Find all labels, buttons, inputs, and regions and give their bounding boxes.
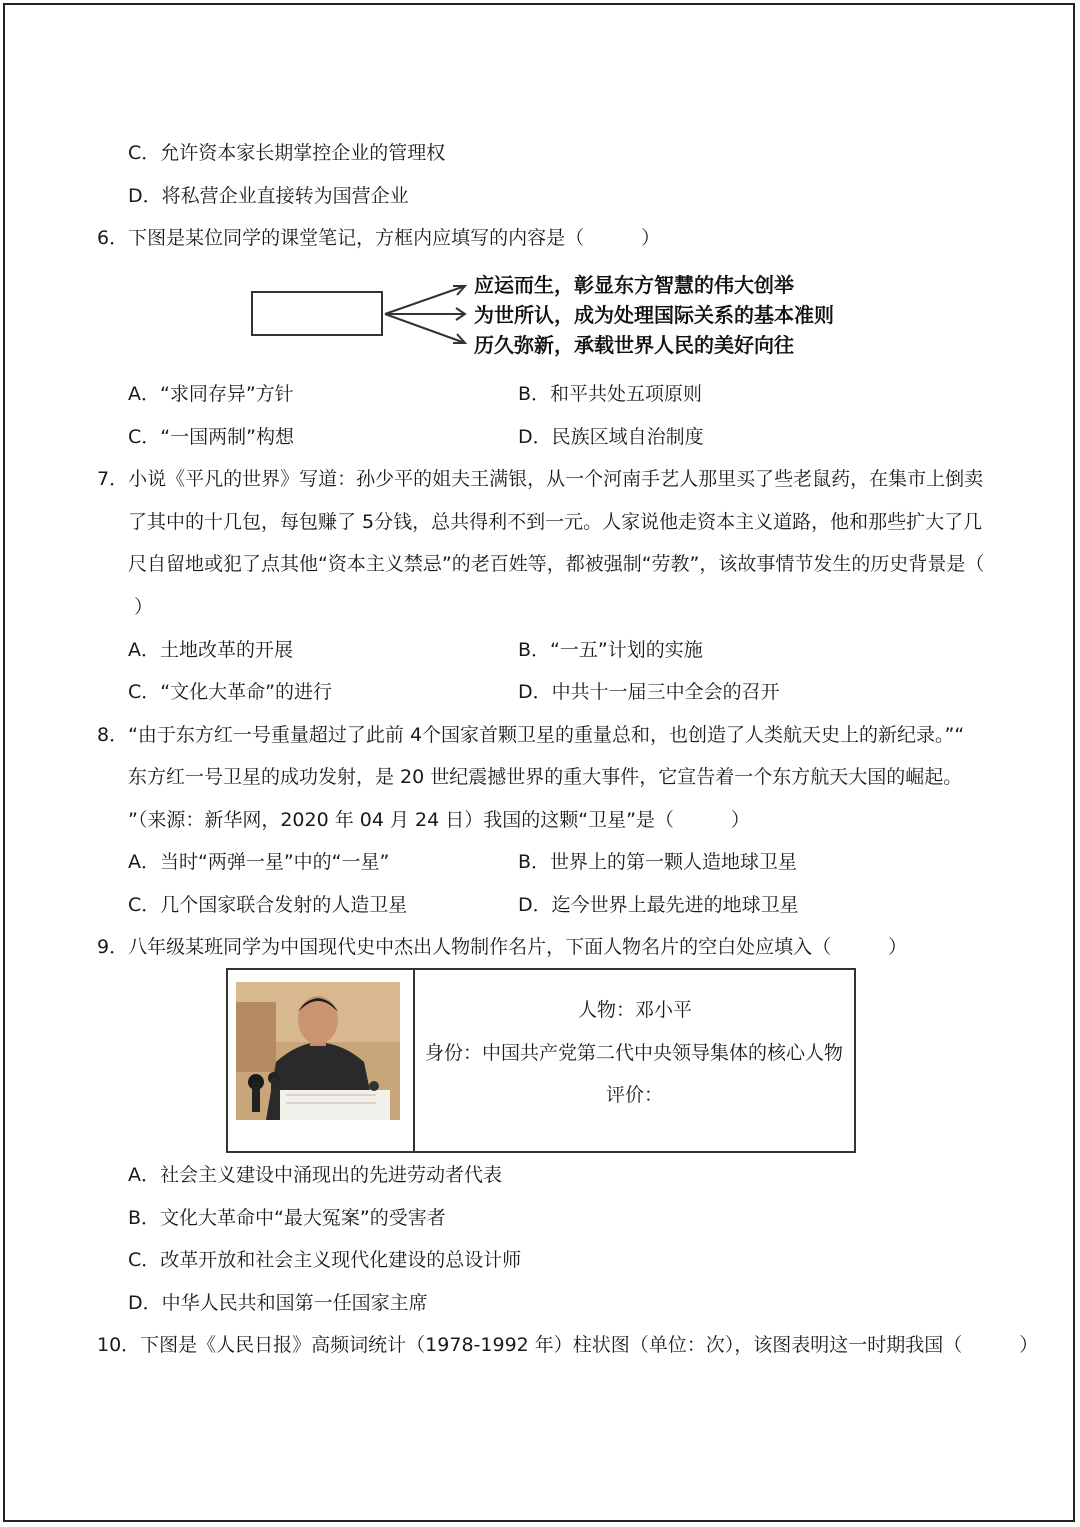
- q5-option-d: D．将私营企业直接转为国营企业: [128, 185, 409, 207]
- q6-option-b: B．和平共处五项原则: [518, 383, 703, 405]
- q9-card-evaluation: 评价：: [606, 1084, 664, 1106]
- q9-stem: 9．八年级某班同学为中国现代史中杰出人物制作名片，下面人物名片的空白处应填入（ ）: [97, 936, 908, 958]
- q7-option-a: A．土地改革的开展: [128, 639, 293, 661]
- q7-option-c: C．“文化大革命”的进行: [128, 681, 332, 703]
- arrow-top: [385, 286, 465, 314]
- q7-stem-line-3: 尺自留地或犯了点其他“资本主义禁忌”的老百姓等，都被强制“劳教”，该故事情节发生的历史背景是（: [128, 553, 985, 575]
- q7-option-d: D．中共十一届三中全会的召开: [518, 681, 780, 703]
- q8-option-a: A．当时“两弹一星”中的“一星”: [128, 851, 390, 873]
- q7-option-b: B．“一五”计划的实施: [518, 639, 703, 661]
- q8-stem-line-2: 东方红一号卫星的成功发射，是 20 世纪震撼世界的重大事件，它宣告着一个东方航天大国的崛起。: [128, 766, 963, 788]
- q8-option-c: C．几个国家联合发射的人造卫星: [128, 894, 408, 916]
- q7-stem-line-1: 7．小说《平凡的世界》写道：孙少平的姐夫王满银，从一个河南手艺人那里买了些老鼠药，在集市上倒卖: [97, 468, 984, 490]
- q6-option-c: C．“一国两制”构想: [128, 426, 294, 448]
- q6-stem: 6．下图是某位同学的课堂笔记，方框内应填写的内容是（ ）: [97, 227, 661, 249]
- q9-option-d: D．中华人民共和国第一任国家主席: [128, 1292, 428, 1314]
- q10-stem: 10．下图是《人民日报》高频词统计（1978-1992 年）柱状图（单位：次），该图表明这一时期我国（ ）: [97, 1334, 1039, 1356]
- q9-card-person: 人物：邓小平: [578, 999, 693, 1021]
- q7-stem-line-2: 了其中的十几包，每包赚了 5分钱，总共得利不到一元。人家说他走资本主义道路，他和那些扩大了几: [128, 511, 983, 533]
- q8-option-b: B．世界上的第一颗人造地球卫星: [518, 851, 798, 873]
- q6-note-line-3: 历久弥新，承载世界人民的美好向往: [474, 333, 794, 357]
- q8-stem-line-3: ”（来源：新华网，2020 年 04 月 24 日）我国的这颗“卫星”是（ ）: [128, 809, 750, 831]
- card-divider: [413, 970, 415, 1151]
- q7-stem-line-4: ）: [134, 596, 154, 618]
- q9-option-b: B．文化大革命中“最大冤案”的受害者: [128, 1207, 446, 1229]
- q8-option-d: D．迄今世界上最先进的地球卫星: [518, 894, 799, 916]
- q9-option-a: A．社会主义建设中涌现出的先进劳动者代表: [128, 1164, 502, 1186]
- q6-blank-box: [251, 291, 383, 336]
- q6-note-line-2: 为世所认，成为处理国际关系的基本准则: [474, 303, 834, 327]
- arrow-bottom: [385, 314, 465, 343]
- q5-option-c: C．允许资本家长期掌控企业的管理权: [128, 142, 446, 164]
- q6-option-d: D．民族区域自治制度: [518, 426, 704, 448]
- q6-arrows: [383, 276, 473, 356]
- q9-option-c: C．改革开放和社会主义现代化建设的总设计师: [128, 1249, 522, 1271]
- q6-note-line-1: 应运而生，彰显东方智慧的伟大创举: [474, 273, 794, 297]
- q8-stem-line-1: 8．“由于东方红一号重量超过了此前 4个国家首颗卫星的重量总和，也创造了人类航天史上的新纪录。”“: [97, 724, 965, 746]
- q9-card-identity: 身份：中国共产党第二代中央领导集体的核心人物: [425, 1042, 844, 1064]
- q9-portrait-photo: [236, 982, 400, 1120]
- q6-option-a: A．“求同存异”方针: [128, 383, 294, 405]
